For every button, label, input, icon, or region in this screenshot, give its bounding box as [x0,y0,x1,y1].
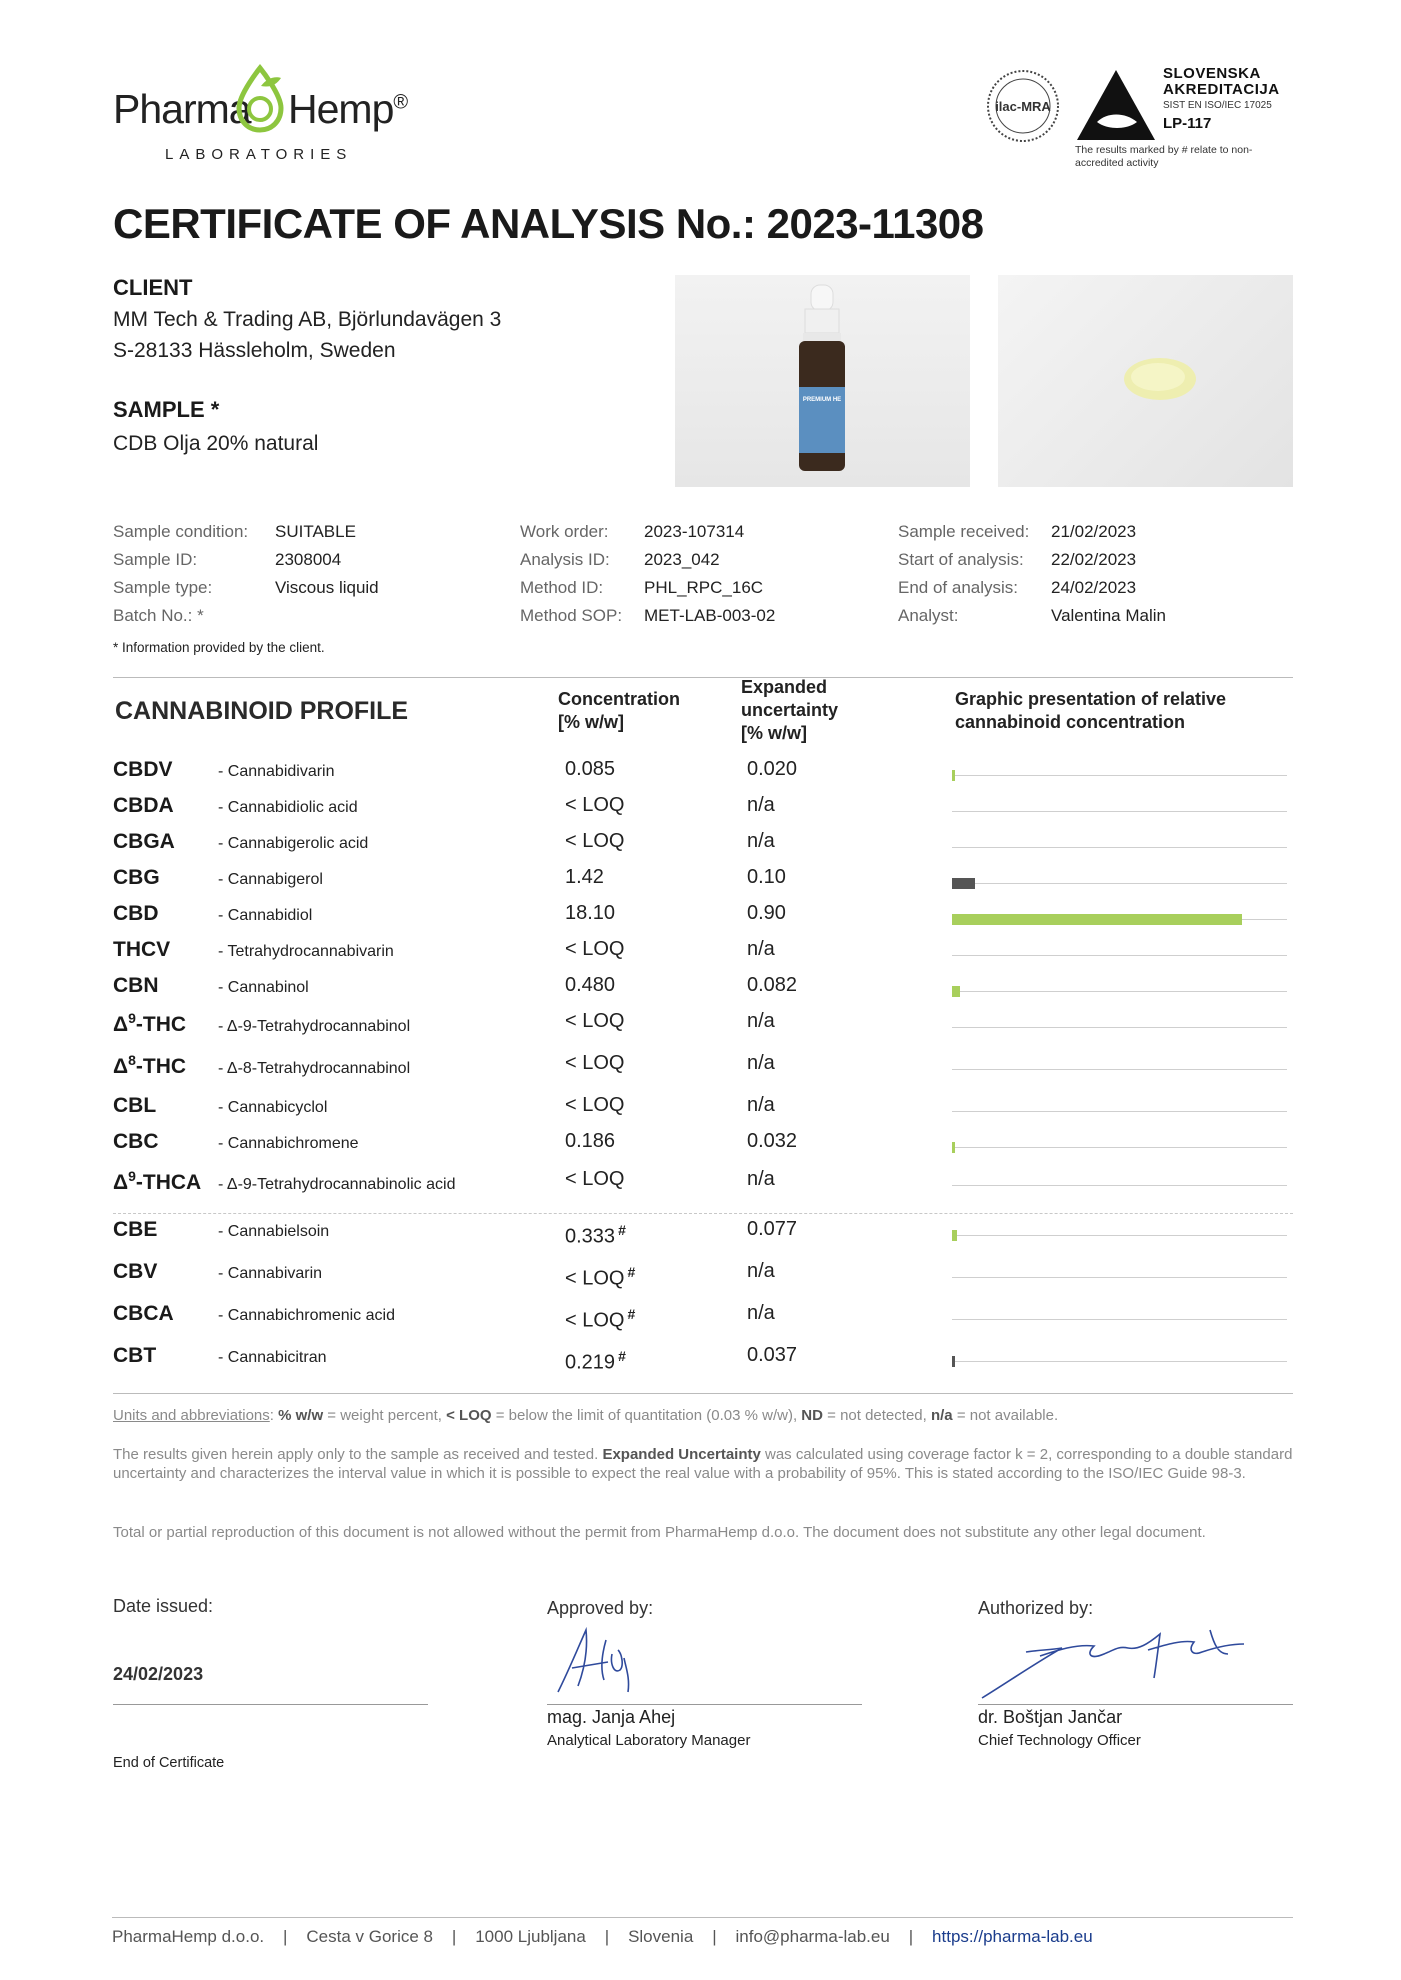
cannabinoid-abbreviation: CBDV [113,758,173,781]
cannabinoid-name: - Cannabinol [218,979,309,996]
uncertainty-value: 0.077 [747,1218,798,1240]
cannabinoid-row [0,794,1401,830]
concentration-bar-track [952,991,1287,992]
client-info-note: * Information provided by the client. [113,640,325,655]
cannabinoid-row [0,1094,1401,1130]
concentration-bar-track [952,1069,1287,1070]
footer-country: Slovenia [628,1927,694,1946]
footer-street: Cesta v Gorice 8 [306,1927,433,1946]
concentration-bar-track [952,1235,1287,1236]
meta-column-1: Sample condition: SUITABLE Sample ID: 2308004 Sample type: Viscous liquid Batch No.: * [113,522,379,625]
concentration-bar-track [952,1319,1287,1320]
uncertainty-value: 0.082 [747,974,798,996]
concentration-bar-track [952,1361,1287,1362]
concentration-bar [952,1142,955,1153]
cannabinoid-row [0,866,1401,902]
concentration-bar [952,1356,955,1367]
cannabinoid-name: - Cannabicyclol [218,1099,328,1116]
approved-signature-icon [550,1620,660,1700]
slovenska-akreditacija-logo-icon [1075,68,1157,142]
uncertainty-value: n/a [747,1052,775,1074]
authorized-by-role: Chief Technology Officer [978,1732,1141,1749]
sample-heading: SAMPLE * [113,397,220,422]
cannabinoid-profile-heading: CANNABINOID PROFILE [115,697,409,725]
logo-subtitle: LABORATORIES [165,146,353,163]
uncertainty-value: n/a [747,794,775,816]
footer-website-link[interactable]: https://pharma-lab.eu [932,1927,1093,1946]
cannabinoid-name: - Cannabielsoin [218,1223,330,1240]
client-address-line-1: MM Tech & Trading AB, Björlundavägen 3 [113,308,502,331]
cannabinoid-row [0,1130,1401,1166]
concentration-value: < LOQ [565,1052,625,1074]
concentration-column-header: Concentration [% w/w] [558,689,681,732]
end-of-certificate: End of Certificate [113,1755,225,1771]
product-bottle-photo [675,275,970,487]
cannabinoid-abbreviation: $\Delta^8$-THC [113,1052,187,1078]
concentration-value: < LOQ # [565,1264,636,1290]
authorized-signature-icon [978,1620,1268,1700]
cannabinoid-abbreviation: CBD [113,902,159,925]
concentration-value: 0.219 # [565,1348,626,1374]
svg-text:ilac-MRA: ilac-MRA [995,99,1051,114]
uncertainty-value: n/a [747,938,775,960]
uncertainty-value: 0.020 [747,758,798,780]
uncertainty-value: n/a [747,830,775,852]
cannabinoid-row [0,1052,1401,1088]
cannabinoid-abbreviation: THCV [113,938,171,961]
divider [113,1393,1293,1394]
sample-name: CDB Olja 20% natural [113,432,319,455]
uncertainty-value: 0.90 [747,902,786,924]
concentration-value: < LOQ [565,1010,625,1032]
section-divider-dashed [113,1213,1293,1214]
cannabinoid-row [0,830,1401,866]
logo-word-pharma: Pharma [113,86,251,132]
footer-company: PharmaHemp d.o.o. [112,1927,265,1946]
uncertainty-value: n/a [747,1260,775,1282]
cannabinoid-row [0,974,1401,1010]
accreditation-note: The results marked by # relate to non-accredited activity [1075,144,1253,169]
concentration-bar-track [952,775,1287,776]
uncertainty-value: n/a [747,1010,775,1032]
approved-by-role: Analytical Laboratory Manager [547,1732,751,1749]
logo-drop-icon [231,64,289,134]
uncertainty-value: 0.032 [747,1130,798,1152]
uncertainty-disclaimer: The results given herein apply only to the sample as received and tested. Expanded Uncertainty was calculated using coverage factor k = 2, corresponding to a double standard uncertainty and characterizes the interval value in which it is possible to expect the real value with a probability of 95%. This is stated according to the ISO/IEC Guide 98-3. [113,1446,1293,1482]
cannabinoid-abbreviation: CBT [113,1344,157,1367]
concentration-value: < LOQ [565,1168,625,1190]
cannabinoid-name: - Cannabidiolic acid [218,799,358,816]
footer: PharmaHemp d.o.o. | Cesta v Gorice 8 | 1000 Ljubljana | Slovenia | info@pharma-lab.eu | https://pharma-lab.eu [112,1927,1093,1946]
cannabinoid-row [0,902,1401,938]
cannabinoid-name: - Cannabigerolic acid [218,835,369,852]
footer-divider [112,1917,1293,1918]
uncertainty-value: 0.037 [747,1344,798,1366]
concentration-bar [952,986,960,997]
approved-by-label: Approved by: [547,1598,654,1618]
cannabinoid-abbreviation: CBGA [113,830,175,853]
concentration-value: 1.42 [565,866,604,888]
concentration-value: < LOQ [565,938,625,960]
meta-column-3: Sample received: 21/02/2023 Start of analysis: 22/02/2023 End of analysis: 24/02/2023 Analyst: Valentina Malin [898,522,1166,625]
concentration-bar-track [952,1027,1287,1028]
client-heading: CLIENT [113,275,193,300]
cannabinoid-abbreviation: CBN [113,974,159,997]
cannabinoid-row [0,1302,1401,1338]
meta-column-2: Work order: 2023-107314 Analysis ID: 2023_042 Method ID: PHL_RPC_16C Method SOP: MET-LAB-003-02 [520,522,776,625]
date-issued-value: 24/02/2023 [113,1664,204,1684]
concentration-bar [952,770,955,781]
cannabinoid-abbreviation: CBL [113,1094,157,1117]
authorized-by-label: Authorized by: [978,1598,1094,1618]
concentration-bar-track [952,883,1287,884]
concentration-value: 0.333 # [565,1222,626,1248]
cannabinoid-abbreviation: CBDA [113,794,174,817]
date-line [113,1704,428,1705]
concentration-value: 0.480 [565,974,616,996]
approved-by-name: mag. Janja Ahej [547,1707,676,1727]
cannabinoid-row [0,938,1401,974]
date-issued-label: Date issued: [113,1596,214,1616]
authorized-line [978,1704,1293,1705]
concentration-bar-track [952,955,1287,956]
approved-line [547,1704,862,1705]
concentration-value: 18.10 [565,902,616,924]
cannabinoid-abbreviation: CBV [113,1260,158,1283]
concentration-bar-track [952,1185,1287,1186]
oil-drop-photo [998,275,1293,487]
uncertainty-value: 0.10 [747,866,786,888]
concentration-bar [952,1230,957,1241]
concentration-bar-track [952,1277,1287,1278]
footer-city: 1000 Ljubljana [475,1927,586,1946]
uncertainty-value: n/a [747,1094,775,1116]
concentration-value: 0.085 [565,758,616,780]
concentration-bar-track [952,1111,1287,1112]
cannabinoid-abbreviation: CBCA [113,1302,174,1325]
concentration-value: < LOQ [565,794,625,816]
cannabinoid-row [0,1344,1401,1380]
concentration-bar [952,878,975,889]
cannabinoid-name: - Cannabivarin [218,1265,323,1282]
uncertainty-value: n/a [747,1302,775,1324]
certificate-title: CERTIFICATE OF ANALYSIS No.: 2023-11308 [113,200,984,247]
cannabinoid-abbreviation: $\Delta^9$-THC [113,1010,187,1036]
graph-column-header: Graphic presentation of relative cannabinoid concentration [955,689,1227,732]
accreditation-text: SLOVENSKA AKREDITACIJA SIST EN ISO/IEC 17025 LP-117 [1163,65,1280,132]
reproduction-disclaimer: Total or partial reproduction of this document is not allowed without the permit from PharmaHemp d.o.o. The document does not substitute any other legal document. [113,1524,1206,1541]
uncertainty-column-header: Expanded uncertainty [% w/w] [741,677,839,743]
cannabinoid-name: - Cannabichromenic acid [218,1307,395,1324]
client-address-line-2: S-28133 Hässleholm, Sweden [113,339,396,362]
cannabinoid-abbreviation: CBC [113,1130,159,1153]
cannabinoid-abbreviation: CBE [113,1218,158,1241]
cannabinoid-row [0,1218,1401,1254]
logo-word-hemp: Hemp® [288,86,408,132]
cannabinoid-name: - Cannabidivarin [218,763,335,780]
cannabinoid-row [0,1010,1401,1046]
cannabinoid-name: - Δ-9-Tetrahydrocannabinol [218,1018,411,1035]
cannabinoid-abbreviation: CBG [113,866,160,889]
bottle-label-text: PREMIUM HE [802,397,842,403]
divider [113,677,1293,678]
cannabinoid-row [0,758,1401,794]
cannabinoid-name: - Δ-9-Tetrahydrocannabinolic acid [218,1176,456,1193]
footer-email[interactable]: info@pharma-lab.eu [735,1927,890,1946]
cannabinoid-name: - Cannabichromene [218,1135,359,1152]
company-logo [113,64,413,164]
cannabinoid-abbreviation: $\Delta^9$-THCA [113,1168,202,1194]
authorized-by-name: dr. Boštjan Jančar [978,1707,1123,1727]
cannabinoid-row [0,1260,1401,1296]
cannabinoid-name: - Cannabigerol [218,871,323,888]
concentration-bar-track [952,847,1287,848]
cannabinoid-name: - Δ-8-Tetrahydrocannabinol [218,1060,411,1077]
concentration-bar-track [952,811,1287,812]
cannabinoid-name: - Cannabicitran [218,1349,327,1366]
concentration-value: 0.186 [565,1130,616,1152]
concentration-bar-track [952,1147,1287,1148]
units-abbreviations-note: Units and abbreviations: % w/w = weight percent, < LOQ = below the limit of quantitation (0.03 % w/w), ND = not detected, n/a = not available. [113,1407,1059,1424]
cannabinoid-name: - Tetrahydrocannabivarin [218,943,394,960]
uncertainty-value: n/a [747,1168,775,1190]
cannabinoid-name: - Cannabidiol [218,907,313,924]
concentration-value: < LOQ [565,1094,625,1116]
concentration-bar [952,914,1242,925]
concentration-value: < LOQ # [565,1306,636,1332]
cannabinoid-row [0,1168,1401,1204]
concentration-value: < LOQ [565,830,625,852]
accreditation-block [985,62,1295,172]
ilac-mra-seal-icon [985,68,1061,144]
